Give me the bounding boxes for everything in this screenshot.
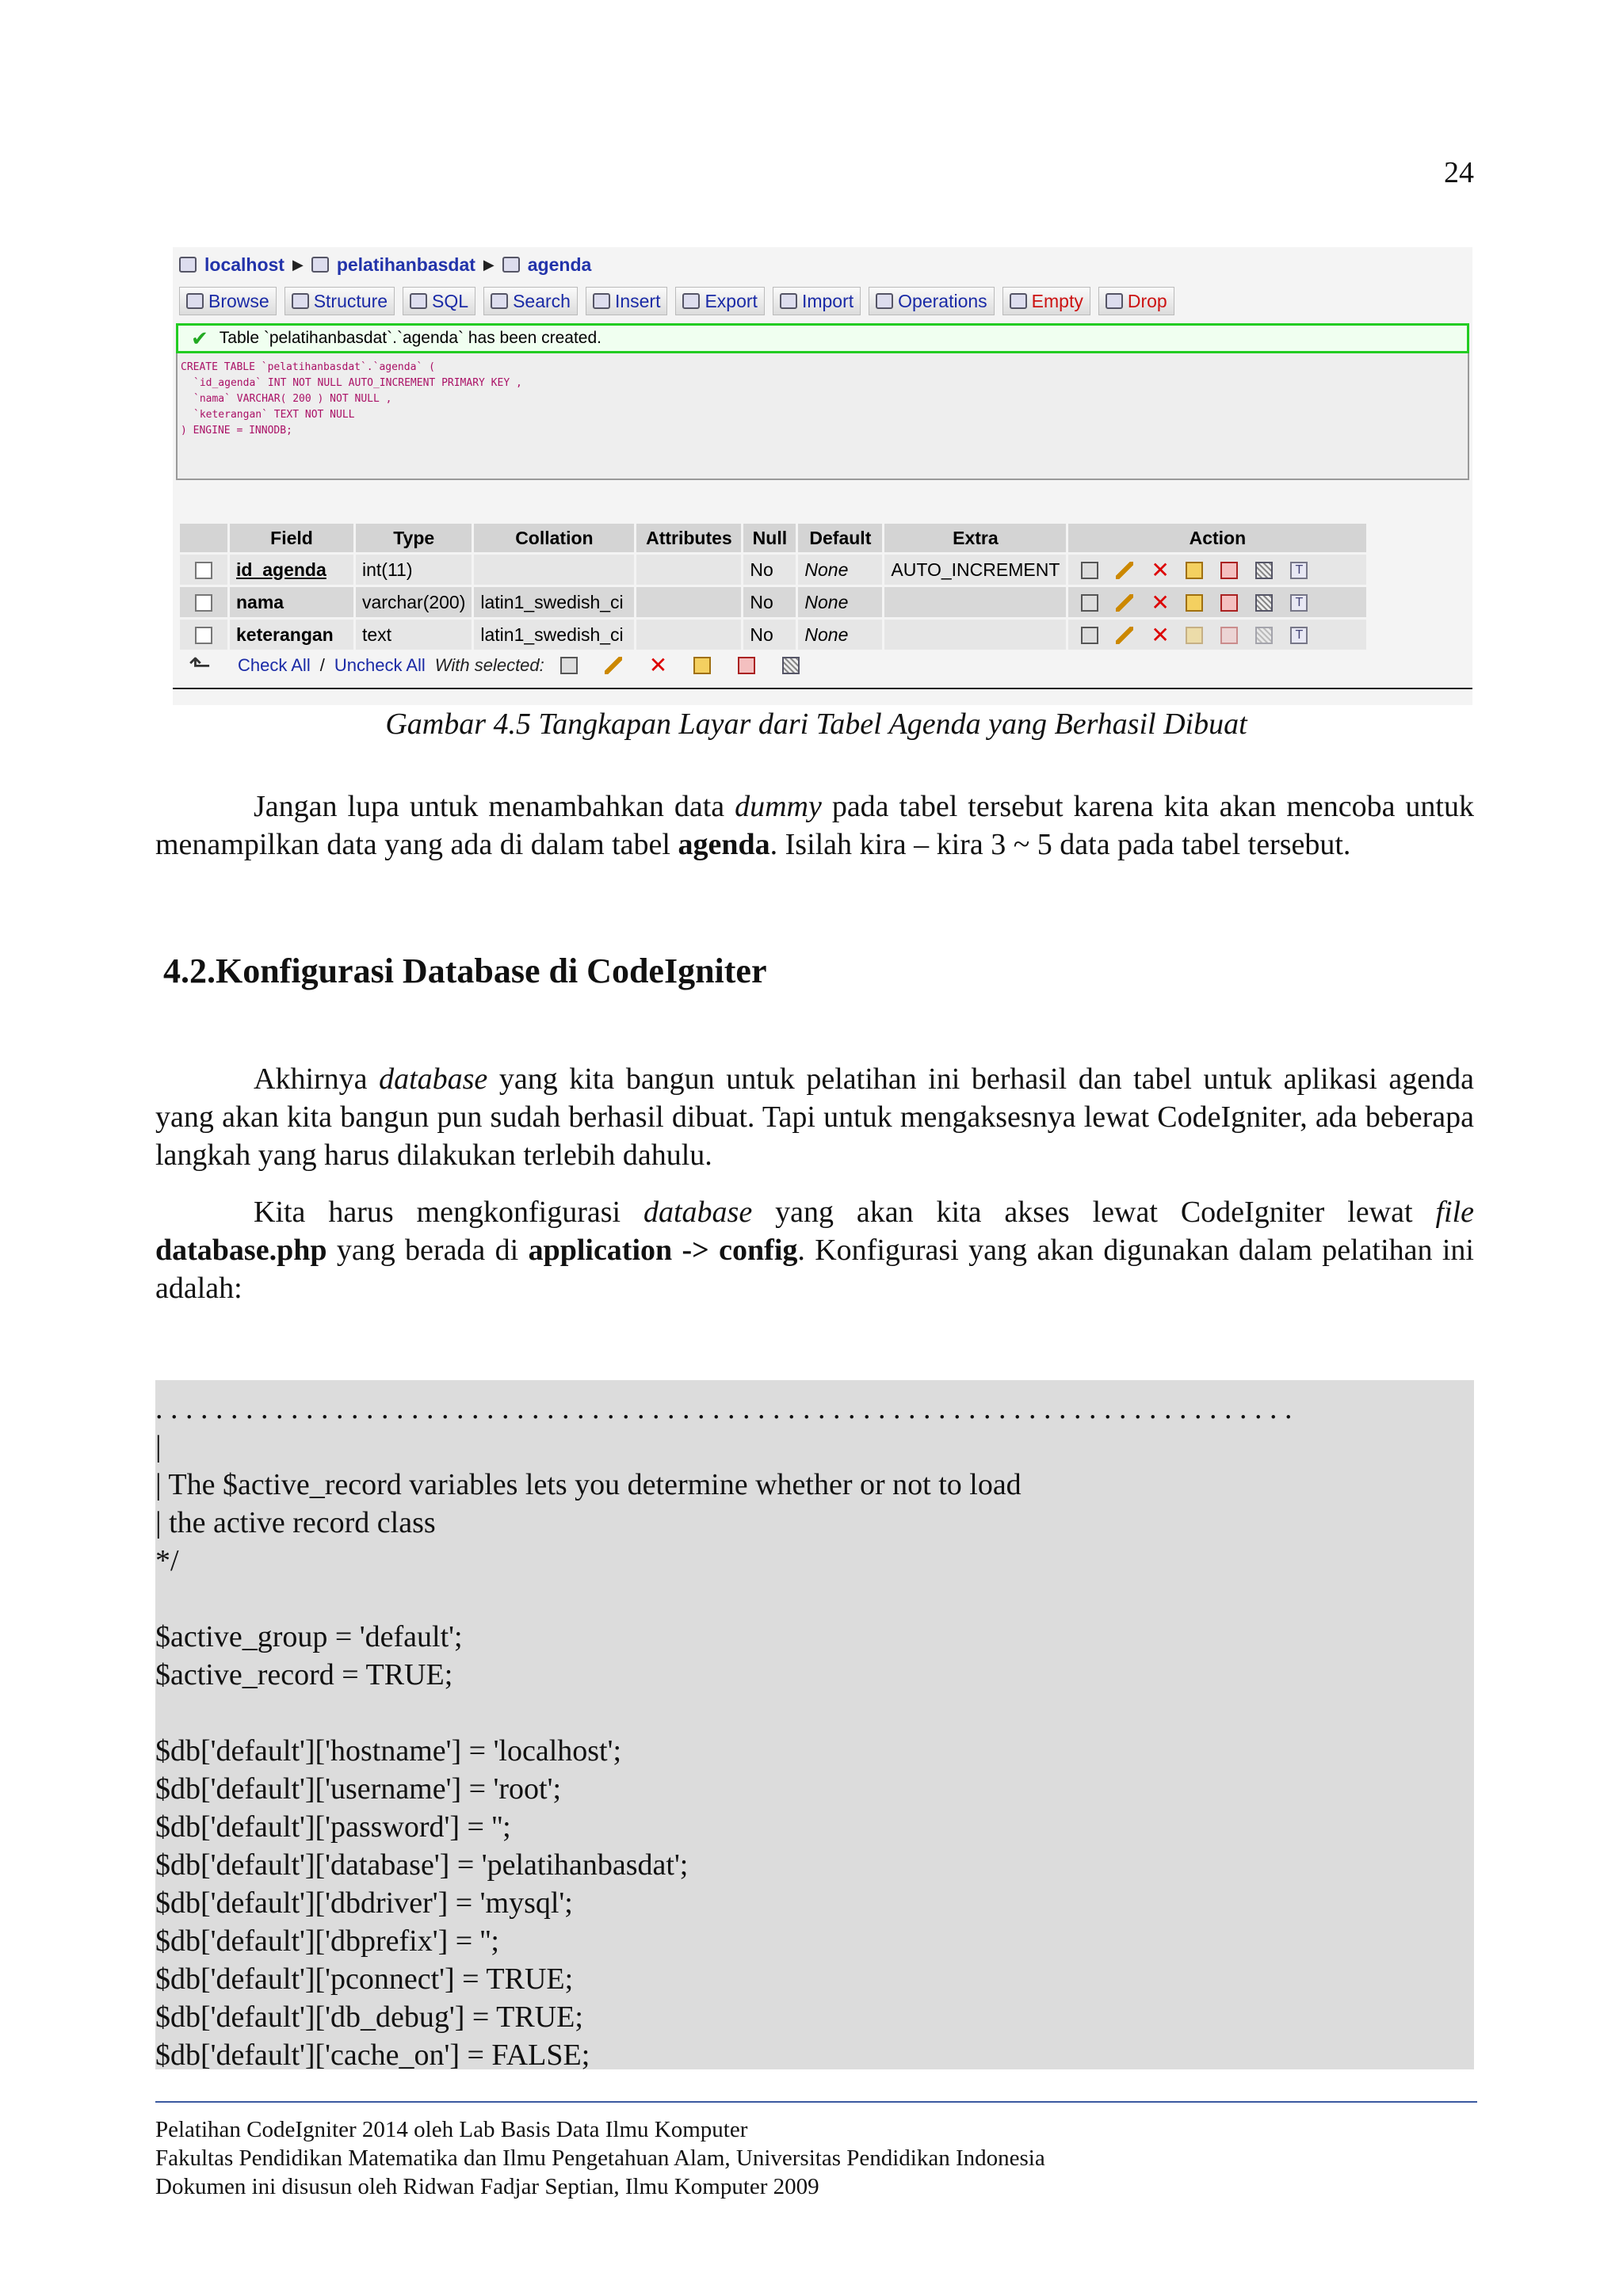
index-icon[interactable] [1255,594,1273,612]
drop-icon [1106,293,1123,309]
field-actions [1068,587,1366,617]
row-checkbox[interactable] [195,594,212,612]
tab-import[interactable] [773,287,861,315]
text-bold: database.php [155,1234,327,1267]
delete-icon[interactable]: ✕ [1151,623,1170,648]
server-icon [179,257,197,273]
table-row [180,555,1366,585]
column-header: Default [798,524,882,552]
column-header: Action [1068,524,1366,552]
tab-label: Browse [208,290,269,311]
browse-icon[interactable] [1081,627,1098,644]
code-line: $db['default']['cache_on'] = FALSE; [155,2039,590,2072]
section-heading: 4.2.Konfigurasi Database di CodeIgniter [163,952,767,990]
text-bold: agenda [678,828,770,861]
primary-key-icon[interactable] [1186,562,1203,579]
table-row [180,620,1366,650]
success-message [176,323,1469,353]
code-line: $active_group = 'default'; [155,1620,463,1653]
tab-sql[interactable] [403,287,475,315]
tab-label: Empty [1031,290,1083,311]
code-line: $db['default']['pconnect'] = TRUE; [155,1962,574,1996]
field-default: None [798,587,882,617]
tab-search[interactable] [483,287,578,315]
sql-line: ) ENGINE = INNODB; [181,425,292,437]
sql-icon [410,293,427,309]
index-icon [1255,627,1273,644]
tab-structure[interactable] [285,287,395,315]
browse-icon[interactable] [1081,594,1098,612]
field-default: None [798,555,882,585]
column-header: Extra [884,524,1066,552]
paragraph-configure-database [155,1193,1474,1307]
code-line: $db['default']['password'] = ''; [155,1810,511,1844]
breadcrumb [179,249,591,280]
sql-line: CREATE TABLE `pelatihanbasdat`.`agenda` ( [181,361,435,373]
field-name: keterangan [230,620,353,650]
primary-key-icon[interactable] [1186,594,1203,612]
field-null: No [743,620,796,650]
export-icon [682,293,700,309]
text-run: pada tabel tersebut karena kita akan mencoba untuk menampilkan data yang ada di dalam tabel [155,790,1474,861]
checkbox-header [180,524,227,552]
check-all-link[interactable]: Check All [238,655,311,675]
breadcrumb-table[interactable]: agenda [527,254,592,275]
edit-icon[interactable] [605,657,622,674]
tab-empty[interactable] [1002,287,1090,315]
text-em: database [643,1196,753,1229]
unique-icon[interactable] [738,657,755,674]
checkmark-icon: ✔ [191,326,208,350]
text-run: . Konfigurasi yang akan digunakan dalam pelatihan ini adalah: [155,1234,1474,1305]
field-null: No [743,555,796,585]
edit-icon[interactable] [1116,627,1133,644]
field-name: nama [230,587,353,617]
uncheck-all-link[interactable]: Uncheck All [334,655,426,675]
breadcrumb-arrow-icon: ▶ [292,256,304,273]
primary-key-icon [1186,627,1203,644]
code-line: $db['default']['database'] = 'pelatihanbasdat'; [155,1848,689,1882]
tab-label: Export [705,290,758,311]
search-icon [491,293,508,309]
field-type: text [356,620,472,650]
phpmyadmin-screenshot [173,247,1472,705]
page-number: 24 [1444,156,1474,189]
code-line: $active_record = TRUE; [155,1658,453,1691]
structure-icon [292,293,309,309]
sql-line: `nama` VARCHAR( 200 ) NOT NULL , [193,393,392,405]
field-attributes [636,555,741,585]
table-icon [502,257,520,273]
primary-key-icon[interactable] [693,657,711,674]
row-checkbox[interactable] [195,627,212,644]
row-checkbox[interactable] [195,562,212,579]
row-checkbox-cell [180,555,227,585]
unique-icon[interactable] [1220,562,1238,579]
link-separator: / [319,655,325,675]
bulk-actions-bar [189,650,811,681]
footer-rule [155,2101,1477,2103]
fulltext-icon[interactable]: T [1290,594,1308,612]
delete-icon[interactable]: ✕ [1151,590,1170,616]
text-run: yang kita bangun untuk pelatihan ini berhasil dan tabel untuk aplikasi agenda yang akan kita bangun pun sudah berhasil dibuat. Tapi untuk mengaksesnya lewat CodeIgniter, ada beberapa langkah yang harus dilakukan terlebih dahulu. [155,1062,1474,1172]
field-default: None [798,620,882,650]
field-collation: latin1_swedish_ci [474,620,634,650]
text-bold: application -> config [528,1234,798,1267]
edit-icon[interactable] [1116,594,1133,612]
field-extra [884,620,1066,650]
tab-label: Operations [898,290,987,311]
column-header: Type [356,524,472,552]
structure-table [178,521,1369,652]
import-icon [780,293,797,309]
divider [173,688,1472,689]
field-actions [1068,620,1366,650]
tab-operations[interactable] [869,287,995,315]
tab-bar [179,287,1174,317]
code-line: | [155,1430,162,1463]
field-type: int(11) [356,555,472,585]
text-em: dummy [735,790,822,823]
table-row [180,587,1366,617]
code-line: $db['default']['username'] = 'root'; [155,1772,561,1806]
code-line: $db['default']['dbprefix'] = ''; [155,1924,499,1958]
table-header-row [180,524,1366,552]
tab-label: Structure [313,290,388,311]
field-collation [474,555,634,585]
text-em: database [379,1062,488,1096]
browse-icon[interactable] [1081,562,1098,579]
unique-icon[interactable] [1220,594,1238,612]
field-name: id_agenda [230,555,353,585]
breadcrumb-server[interactable]: localhost [204,254,285,275]
code-line: */ [155,1544,179,1577]
with-selected-label: With selected: [434,655,544,675]
tab-browse[interactable] [179,287,277,315]
code-line: . . . . . . . . . . . . . . . . . . . . . . . . . . . . . . . . . . . . . . . . . . . . . . . . . . . . . . . . . . . . . . . . . . . . . . . . . . . . [155,1392,1293,1425]
tab-label: Insert [614,290,661,311]
field-actions [1068,555,1366,585]
figure-caption: Gambar 4.5 Tangkapan Layar dari Tabel Agenda yang Berhasil Dibuat [385,707,1247,741]
text-run: . Isilah kira – kira 3 ~ 5 data pada tabel tersebut. [769,828,1351,861]
sql-line: `id_agenda` INT NOT NULL AUTO_INCREMENT PRIMARY KEY , [193,377,522,389]
field-extra [884,587,1066,617]
field-null: No [743,587,796,617]
column-header: Field [230,524,353,552]
breadcrumb-database[interactable]: pelatihanbasdat [336,254,475,275]
field-extra: AUTO_INCREMENT [884,555,1066,585]
tab-insert[interactable] [586,287,668,315]
code-line: $db['default']['hostname'] = 'localhost'; [155,1734,622,1768]
index-icon[interactable] [1255,562,1273,579]
fulltext-icon[interactable]: T [1290,627,1308,644]
code-line: $db['default']['db_debug'] = TRUE; [155,2000,583,2034]
column-header: Attributes [636,524,741,552]
code-line: $db['default']['dbdriver'] = 'mysql'; [155,1886,573,1920]
code-line: | the active record class [155,1506,436,1539]
paragraph-dummy-data [155,788,1474,864]
database-icon [311,257,329,273]
text-run: yang akan kita akses lewat CodeIgniter lewat [752,1196,1436,1229]
text-em: file [1435,1196,1474,1229]
success-message-text: Table `pelatihanbasdat`.`agenda` has been created. [219,329,601,347]
row-checkbox-cell [180,620,227,650]
insert-icon [593,293,610,309]
field-attributes [636,620,741,650]
unique-icon [1220,627,1238,644]
delete-icon[interactable]: ✕ [1151,558,1170,583]
sql-query-box [176,353,1469,480]
tab-export[interactable] [675,287,764,315]
text-run: yang berada di [327,1234,529,1267]
empty-icon [1010,293,1027,309]
tab-label: Search [513,290,571,311]
tab-label: Import [801,290,854,311]
sql-line: `keterangan` TEXT NOT NULL [193,409,355,421]
field-attributes [636,587,741,617]
code-block [155,1380,1474,2072]
field-collation: latin1_swedish_ci [474,587,634,617]
breadcrumb-arrow-icon: ▶ [483,256,495,273]
footer-line: Dokumen ini disusun oleh Ridwan Fadjar Septian, Ilmu Komputer 2009 [155,2174,819,2199]
corner-arrow-icon: ⬑ [189,650,212,681]
row-checkbox-cell [180,587,227,617]
tab-label: SQL [432,290,469,311]
browse-icon [186,293,204,309]
index-icon[interactable] [782,657,800,674]
operations-icon [876,293,893,309]
delete-icon[interactable]: ✕ [648,653,668,677]
field-type: varchar(200) [356,587,472,617]
column-header: Null [743,524,796,552]
code-line: | The $active_record variables lets you determine whether or not to load [155,1468,1022,1501]
footer-line: Fakultas Pendidikan Matematika dan Ilmu Pengetahuan Alam, Universitas Pendidikan Indonesia [155,2145,1045,2171]
column-header: Collation [474,524,634,552]
text-run: Kita harus mengkonfigurasi [254,1196,643,1229]
fulltext-icon[interactable]: T [1290,562,1308,579]
text-run: Jangan lupa untuk menambahkan data [254,790,735,823]
text-run: Akhirnya [254,1062,380,1096]
browse-icon[interactable] [560,657,578,674]
tab-label: Drop [1127,290,1167,311]
edit-icon[interactable] [1116,562,1133,579]
tab-drop[interactable] [1098,287,1174,315]
footer-line: Pelatihan CodeIgniter 2014 oleh Lab Basis Data Ilmu Komputer [155,2117,748,2142]
paragraph-database-built [155,1060,1474,1174]
